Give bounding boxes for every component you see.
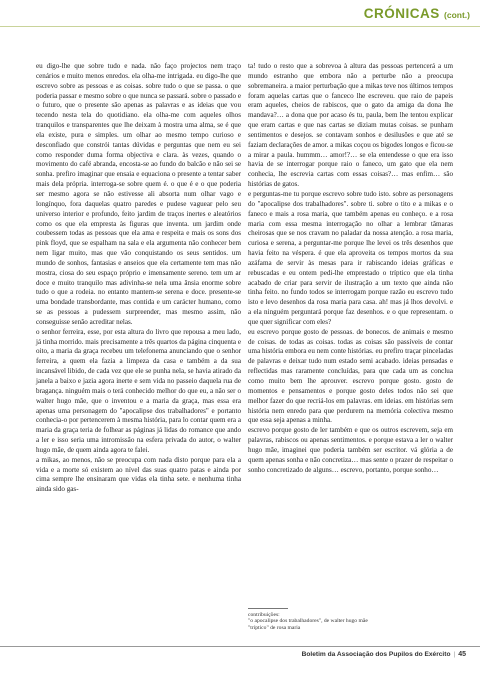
text-column-right: ta! tudo o resto que a sobrevoa à altura das pessoas pertencerá a um mundo estranho que embora não a perturbe não a preocupa sobremaneira. a maior perturbação que a mikas teve nos últimos tempos foram aquelas cartas que o fanceco lhe escreveu. que raio de papeis eram aqueles, cheios de rabiscos, que o gato da amiga da dona lhe mandava?… a dona que por acaso és tu, paula, bem lhe tentou explicar que eram cartas e que nas cartas se diziam mutas coisas. se punham sentimentos e desejos. se contavam sonhos e desilusões e que até se faziam declarações de amor. a mikas coçou os bigodes longos e ficou-se a mirar a paula. hummm… amor!?… se ela entendesse o que era isso havia de se interrogar porque raio o faneco, um gato que ela nem conhecia, lhe escrevia cartas com essas coisas?… mas enfim… são histórias de gatos. e perguntas-me tu porque escrevo sobre tudo isto. sobre as personagens do "apocalipse dos trabalhadores". sobre ti. sobre o tito e a mikas e o faneco e mais a rosa maria, que também apenas eu conheço. e a rosa maria com essa mesma interrogação no olhar a lembrar tâmaras cheirosas que se nos cravam no paladar da nossa atenção. a rosa maria, curiosa e serena, a perguntar-me porque lhe levei os três desenhos que havia feito na véspera. é que ela aproveita os tempos mortos da sua azáfama de servir às mesas para ir rabiscando ideias gráficas e rebuscadas e eu ontem pedi-lhe emprestado o tríptico que ela tinha acabado de criar para servir de ilustração a um texto que ainda não tinha feito. no fundo todos se interrogam porque razão eu escrevo tudo isto e levo desenhos da rosa maria para casa. ah! mas já lhos devolvi. e a ela ninguém perguntará porque faz desenhos. e o que representam. o que quer significar com eles? eu escrevo porque gosto de pessoas. de bonecos. de animais e mesmo de coisas. de todas as coisas. todas as coisas são passíveis de contar uma história embora eu nem conte histórias. eu prefiro traçar pinceladas de palavras e deixar tudo num estado semi acabado. ideias pensadas e reflectidas mas raramente concluídas, para que cada um as conclua como muito bem lhe aprouver. escrevo porque gosto. gosto de momentos e pensamentos e porque gosto deles todos não sei que melhor fazer do que recriá-los em palavras. em ideias. em histórias sem história nem enredo para que perdurem na memória colectiva mesmo que essa seja apenas a minha. escrevo porque gosto de ler também e que os outros escrevem, seja em palavras, rabiscos ou apenas sentimentos. e porque estava a ler o walter hugo mãe, imaginei que poderia também ser escritor. vá glória a de quem apenas sonha e não concretiza… mas sente o prazer de respeitar o sonho concretizado de alguns… escrevo, portanto, porque sonho…: [248, 62, 453, 474]
footer-separator: |: [453, 651, 456, 658]
contributions-note: contribuições: "o apocalipse dos trabalhadores", de walter hugo mãe "tríptico" de rosa maria: [248, 612, 368, 631]
contributions-rule: [248, 608, 288, 609]
section-name: CRÓNICAS: [363, 6, 440, 21]
page-footer: [302, 651, 466, 658]
header-rule: [0, 26, 480, 27]
page-header: [0, 0, 480, 34]
text-column-left: eu digo-lhe que sobre tudo e nada. não faço projectos nem traço cenários e muito menos enredos. ela olha-me intrigada. eu digo-lhe que escrevo sobre as pessoas e as coisas. sobre tudo o que se passa. o que poderia passar e mesmo sobre o que nunca se passará. sobre o passado e o futuro, que o presente são apenas as palavras e as ideias que vou tecendo nesta tela do quotidiano. ela olha-me com aqueles olhos tranquilos e transparentes que lhe deixam à mostra uma alma, se é que ela existe, pura e simples. um olhar ao mesmo tempo curioso e desconfiado que constrói tantas dúvidas e perguntas que nem eu sei como responder duma forma objectiva e clara. às vezes, quando o movimento do café abranda, encosta-se ao fundo do balcão e não sei se sonha. prefiro imaginar que ensaia e equaciona o presente a tentar saber mais dela própria. interroga-se sobre quem é. o que é e o que poderia ser mesmo agora se não estivesse ali absorta num olhar vago e longínquo, fora daquelas quatro paredes e pudese vaguear pelo seu universo interior e profundo, feito jardim de traços inertes e aleatórios como os que ela empresta às figuras que inventa. um jardim onde coubessem todas as pessoas que ela ama e respeita e mais os sons dos pink floyd, que se espalham na sala e ela argumenta não conhecer bem nem ligar muito, mas que vão conquistando os seus sentidos. um mundo de sonhos, fantasias e anseios que ela certamente tem mas não mostra, ciosa do seu espaço próprio e imensamente sereno. tem um ar doce e muito tranquilo mas adivinha-se nela uma ânsia enorme sobre tudo o que a rodeia. no entanto mantem-se serena e doce. presente-se uma bondade transbordante, mas contida e um carácter humano, como se as pessoas a pudessem surpreender, mas mesmo assim, não conseguisse senão acreditar nelas. o senhor ferreira, esse, por esta altura do livro que repousa a meu lado, já tinha morrido. mais precisamente a três quartos da página cinquenta e oito, a maria da graça recebeu um telefonema anunciando que o senhor ferreira, a quem ela fazia a limpeza da casa e também a da sua incansável libido, de cada vez que ele se punha nela, se havia atirado da janela a baixo e jazia agora inerte e sem vida no passeio daquela rua de bragança. ninguém mais o terá conhecido melhor do que eu, a não ser o walter hugo mãe, que o inventou e a maria da graça, mas essa era apenas uma personagem do "apocalipse dos trabalhadores" e portanto conhecia-o por pertencerem à mesma história, para lo contar quem era a maria da graça teria de folhear as páginas já lidas do romance que ando a ler e isso seria uma intromissão na esfera privada do autor, o walter hugo mãe, de quem ainda agora te falei. a mikas, ao menos, não se preocupa com nada disto porque para ela a vida e a morte só existem ao nível das suas quatro patas e ainda por cima sempre lhe ensinaram que vidas ela tinha sete. e nenhuma tinha ainda sido gas-: [36, 62, 241, 494]
section-title: [364, 6, 470, 21]
footer-rule: [0, 646, 480, 647]
section-continued: (cont.): [444, 10, 470, 20]
journal-name: Boletim da Associação dos Pupilos do Exército: [301, 651, 451, 658]
page-number: 45: [458, 651, 466, 658]
